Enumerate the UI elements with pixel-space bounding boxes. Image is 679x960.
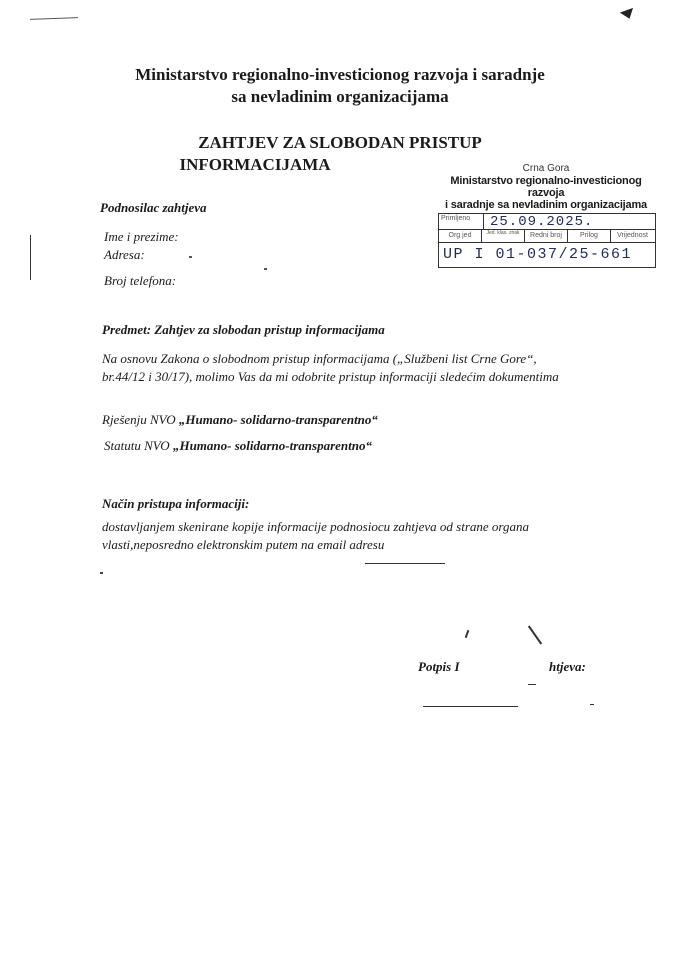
- subject-value: Zahtjev za slobodan pristup informacijama: [154, 322, 385, 337]
- requested-document-2: [104, 437, 372, 455]
- title-line-2: INFORMACIJAMA: [179, 155, 331, 174]
- subject-line: [102, 321, 385, 339]
- stamp-row-columns: [439, 230, 655, 243]
- signature-tick: [590, 704, 594, 705]
- subject-key: Predmet:: [102, 322, 152, 337]
- signature-label-left: Potpis I: [418, 659, 460, 674]
- stamp-name-line-1: Ministarstvo regionalno-investicionog razvoja: [450, 175, 642, 199]
- signature-stroke: [465, 630, 470, 638]
- access-method-text: dostavljanjem skenirane kopije informacije podnosiocu zahtjeva od strane organa vlasti,neposredno elektronskim putem na email adresu: [102, 519, 530, 552]
- stamp-received-label: Primljeno: [439, 214, 484, 229]
- doc1-name: „Humano- solidarno-transparentno“: [178, 412, 378, 427]
- scan-dot: [100, 572, 103, 574]
- applicant-phone-label: Broj telefona:: [104, 273, 177, 288]
- applicant-section-label: Podnosilac zahtjeva: [100, 200, 207, 215]
- stamp-country: Crna Gora: [522, 163, 570, 174]
- stamp-number: UP I 01-037/25-661: [443, 246, 633, 263]
- ministry-line-1: Ministarstvo regionalno-investicionog razvoja i saradnje: [135, 65, 545, 84]
- doc2-name: „Humano- solidarno-transparentno“: [172, 438, 372, 453]
- ministry-line-2: sa nevladinim organizacijama: [231, 87, 449, 106]
- legal-basis-paragraph: Na osnovu Zakona o slobodnom pristup informacijama („Službeni list Crne Gore“, br.44/12 i 30/17), molimo Vas da mi odobrite pristup informaciji sledećim dokumentima: [102, 351, 559, 384]
- doc1-prefix: Rješenju NVO: [102, 412, 179, 427]
- applicant-name-label: Ime i prezime:: [104, 229, 179, 244]
- scan-scribble: [30, 17, 78, 23]
- signature-label-right: htjeva:: [549, 659, 586, 674]
- underline-mark: [365, 563, 445, 564]
- stamp-col-redni: Redni broj: [525, 230, 568, 242]
- stamp-col-prilog: Prilog: [568, 230, 611, 242]
- signature-dash: [528, 684, 536, 685]
- requested-document-1: [102, 411, 378, 429]
- stamp-received-date: 25.09.2025.: [490, 214, 594, 230]
- signature-stroke: [528, 625, 542, 644]
- scan-dot: [264, 268, 267, 270]
- stamp-row-received: [439, 214, 655, 230]
- ministry-heading: [60, 64, 620, 108]
- stamp-table: [438, 213, 656, 268]
- stamp-col-vrijednost: Vrijednost: [617, 232, 648, 239]
- scan-dot: [189, 256, 192, 258]
- corner-mark: [620, 8, 636, 21]
- margin-line: [30, 235, 31, 280]
- applicant-address-label: Adresa:: [104, 247, 145, 262]
- stamp-col-org: Org jed: [439, 230, 482, 242]
- access-method-label: Način pristupa informaciji:: [102, 496, 250, 511]
- stamp-row-number: [439, 243, 655, 267]
- registry-stamp: [436, 163, 656, 268]
- stamp-col-klas: Jed. klas. znak: [482, 230, 525, 242]
- doc2-prefix: Statutu NVO: [104, 438, 173, 453]
- signature-line: [423, 706, 518, 707]
- stamp-name-line-2: i saradnje sa nevladinim organizacijama: [445, 199, 647, 211]
- title-line-1: ZAHTJEV ZA SLOBODAN PRISTUP: [198, 133, 482, 152]
